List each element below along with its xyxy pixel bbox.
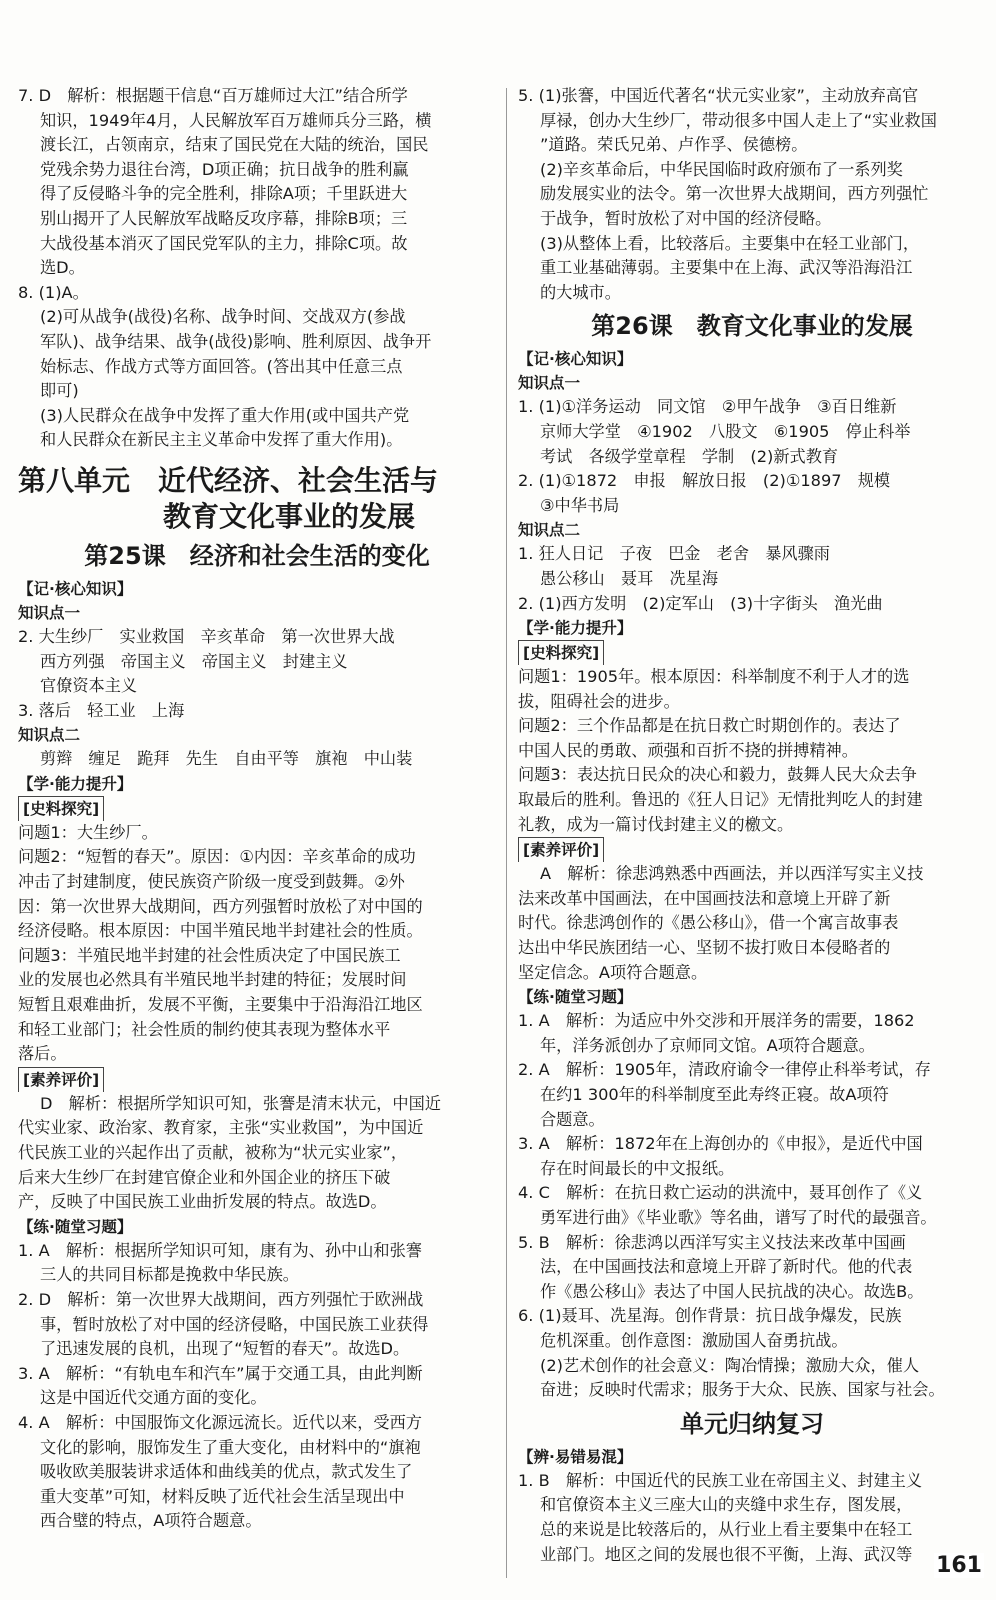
evaluation-line: A 解析：徐悲鸿熟悉中西画法，并以西洋写实主义技 [540, 864, 924, 884]
inquiry-line: 和轻工业部门；社会性质的制约使其表现为整体水平 [18, 1019, 391, 1039]
knowledge-line: 1. 狂人日记 子夜 巴金 老舍 暴风骤雨 [518, 544, 830, 564]
evaluation-line: D 解析：根据所学知识可知，张謇是清末状元，中国近 [40, 1093, 441, 1113]
practice-line: 勇军进行曲》《毕业歌》等名曲，谱写了时代的最强音。 [540, 1207, 937, 1227]
review-line: 业部门。地区之间的发展也很不平衡，上海、武汉等 [540, 1544, 913, 1564]
inquiry-line: 冲击了封建制度，使民族资产阶级一度受到鼓舞。②外 [18, 872, 405, 892]
answer-line: 的大城市。 [540, 282, 621, 302]
practice-line: 这是中国近代交通方面的变化。 [40, 1388, 267, 1408]
answer-line: (3)人民群众在战争中发挥了重大作用(或中国共产党 [40, 405, 410, 425]
answer-line: 7. D 解析：根据题干信息“百万雄师过大江”结合所学 [18, 86, 408, 105]
subsection-heading: [史料探究] [518, 640, 604, 665]
practice-line: 3. A 解析：1872年在上海创办的《申报》，是近代中国 [518, 1134, 923, 1154]
answer-line: 渡长江，占领南京，结束了国民党在大陆的统治，国民 [40, 135, 429, 155]
knowledge-point-heading: 知识点二 [18, 726, 81, 745]
practice-line: 法，在中国画技法和意境上开辟了新时代。他的代表 [540, 1257, 913, 1277]
knowledge-line: 考试 各级学堂章程 学制 (2)新式教育 [540, 446, 839, 466]
practice-line: 2. D 解析：第一次世界大战期间，西方列强忙于欧洲战 [18, 1289, 424, 1309]
section-heading: 【记·核心知识】 [518, 350, 633, 369]
answer-line: 选D。 [40, 258, 85, 278]
knowledge-line: 1. (1)①洋务运动 同文馆 ②甲午战争 ③百日维新 [518, 397, 897, 417]
practice-line: 了迅速发展的良机，出现了“短暂的春天”。故选D。 [40, 1339, 410, 1359]
evaluation-line: 代民族工业的兴起作出了贡献，被称为“状元实业家”， [18, 1143, 408, 1162]
column-divider [506, 88, 507, 1578]
answer-line: 和人民群众在新民主主义革命中发挥了重大作用)。 [40, 430, 403, 450]
answer-line: 于战争，暂时放松了对中国的经济侵略。 [540, 208, 832, 228]
knowledge-line: 2. (1)西方发明 (2)定军山 (3)十字街头 渔光曲 [518, 593, 883, 613]
evaluation-line: 坚定信念。A项符合题意。 [518, 962, 708, 982]
knowledge-line: ③中华书局 [540, 495, 620, 515]
inquiry-line: 中国人民的勇敢、顽强和百折不挠的拼搏精神。 [518, 740, 858, 760]
knowledge-point-heading: 知识点一 [518, 374, 581, 393]
subsection-heading: [史料探究] [18, 796, 104, 821]
knowledge-line: 剪辫 缠足 跪拜 先生 自由平等 旗袍 中山装 [40, 749, 413, 769]
practice-line: 年，洋务派创办了京师同文馆。A项符合题意。 [540, 1035, 875, 1055]
practice-line: 奋进；反映时代需求；服务于大众、民族、国家与社会。 [540, 1380, 945, 1400]
answer-line: ”道路。荣氏兄弟、卢作孚、侯德榜。 [540, 135, 808, 155]
review-line: 和官僚资本主义三座大山的夹缝中求生存，图发展， [540, 1495, 913, 1515]
answer-line: 厚禄，创办大生纱厂，带动很多中国人走上了“实业救国 [540, 110, 937, 130]
knowledge-line: 3. 落后 轻工业 上海 [18, 700, 185, 720]
evaluation-line: 后来大生纱厂在封建官僚企业和外国企业的挤压下破 [18, 1167, 391, 1187]
practice-line: 存在时间最长的中文报纸。 [540, 1158, 735, 1178]
answer-line: 大战役基本消灭了国民党军队的主力，排除C项。故 [40, 233, 408, 253]
inquiry-line: 问题1：1905年。根本原因：科举制度不利于人才的选 [518, 667, 910, 687]
review-title: 单元归纳复习 [680, 1409, 824, 1438]
inquiry-line: 短暂且艰难曲折，发展不平衡，主要集中于沿海沿江地区 [18, 995, 423, 1015]
practice-line: 6. (1)聂耳、冼星海。创作背景：抗日战争爆发，民族 [518, 1306, 902, 1326]
practice-line: 作《愚公移山》表达了中国人民抗战的决心。故选B。 [540, 1281, 924, 1301]
section-heading: 【辨·易错易混】 [518, 1447, 633, 1466]
inquiry-line: 问题3：表达抗日民众的决心和毅力，鼓舞人民大众去争 [518, 765, 917, 785]
knowledge-line: 2. 大生纱厂 实业救国 辛亥革命 第一次世界大战 [18, 626, 395, 646]
practice-line: 西合璧的特点，A项符合题意。 [40, 1511, 262, 1531]
evaluation-line: 代实业家、政治家、教育家，主张“实业救国”，为中国近 [18, 1118, 424, 1138]
answer-line: 得了反侵略斗争的完全胜利，排除A项；千里跃进大 [40, 184, 408, 204]
inquiry-line: 礼教，成为一篇讨伐封建主义的檄文。 [518, 814, 794, 834]
left-column [18, 84, 496, 1534]
answer-line: 始标志、作战方式等方面回答。(答出其中任意三点 [40, 356, 403, 376]
unit-title: 第八单元 近代经济、社会生活与 [18, 463, 439, 497]
unit-title-line2: 教育文化事业的发展 [163, 499, 416, 533]
practice-line: (2)艺术创作的社会意义：陶冶情操；激励大众，催人 [540, 1355, 920, 1375]
evaluation-line: 时代。徐悲鸿创作的《愚公移山》，借一个寓言故事表 [518, 913, 899, 933]
inquiry-line: 落后。 [18, 1044, 67, 1064]
evaluation-line: 法来改革中国画法，在中国画技法和意境上开辟了新 [518, 888, 891, 908]
right-column [518, 84, 986, 1567]
practice-line: 5. B 解析：徐悲鸿以西洋写实主义技法来改革中国画 [518, 1232, 906, 1252]
practice-line: 合题意。 [540, 1109, 605, 1129]
answer-line: 8. (1)A。 [18, 282, 89, 302]
practice-line: 重大变革”可知，材料反映了近代社会生活呈现出中 [40, 1486, 405, 1506]
evaluation-line: 产，反映了中国民族工业曲折发展的特点。故选D。 [18, 1192, 387, 1212]
knowledge-line: 2. (1)①1872 申报 解放日报 (2)①1897 规模 [518, 471, 891, 491]
practice-line: 1. A 解析：根据所学知识可知，康有为、孙中山和张謇 [18, 1240, 422, 1260]
knowledge-point-heading: 知识点二 [518, 521, 581, 540]
knowledge-line: 京师大学堂 ④1902 八股文 ⑥1905 停止科举 [540, 421, 911, 441]
answer-line: 励发展实业的法令。第一次世界大战期间，西方列强忙 [540, 184, 929, 204]
practice-line: 1. A 解析：为适应中外交涉和开展洋务的需要，1862 [518, 1011, 915, 1031]
practice-line: 文化的影响，服饰发生了重大变化，由材料中的“旗袍 [40, 1437, 421, 1457]
subsection-heading: [素养评价] [518, 837, 604, 862]
knowledge-line: 西方列强 帝国主义 帝国主义 封建主义 [40, 651, 348, 671]
review-line: 1. B 解析：中国近代的民族工业在帝国主义、封建主义 [518, 1470, 923, 1490]
inquiry-line: 取最后的胜利。鲁迅的《狂人日记》无情批判吃人的封建 [518, 790, 923, 810]
section-heading: 【学·能力提升】 [18, 774, 133, 793]
answer-line: 军队)、战争结果、战争(战役)影响、胜利原因、战争开 [40, 331, 432, 351]
inquiry-line: 因：第一次世界大战期间，西方列强暂时放松了对中国的 [18, 896, 423, 916]
inquiry-line: 问题1：大生纱厂。 [18, 822, 158, 842]
practice-line: 危机深重。创作意图：激励国人奋勇抗战。 [540, 1330, 848, 1350]
answer-line: 5. (1)张謇，中国近代著名“状元实业家”，主动放弃高官 [518, 86, 919, 105]
answer-line: 知识，1949年4月，人民解放军百万雄师兵分三路，横 [40, 110, 432, 130]
evaluation-line: 达出中华民族团结一心、坚韧不拔打败日本侵略者的 [518, 938, 891, 958]
section-heading: 【记·核心知识】 [18, 579, 133, 598]
knowledge-point-heading: 知识点一 [18, 603, 81, 622]
section-heading: 【练·随堂习题】 [18, 1217, 133, 1236]
page-number: 161 [936, 1553, 982, 1578]
section-heading: 【学·能力提升】 [518, 619, 633, 638]
answer-line: 党残余势力退往台湾，D项正确；抗日战争的胜利赢 [40, 159, 409, 179]
inquiry-line: 拔，阻碍社会的进步。 [518, 691, 680, 711]
answer-line: 即可) [40, 381, 79, 401]
lesson-title: 第26课 教育文化事业的发展 [591, 312, 913, 341]
answer-line: (2)辛亥革命后，中华民国临时政府颁布了一系列奖 [540, 159, 903, 179]
practice-line: 2. A 解析：1905年，清政府谕令一律停止科举考试，存 [518, 1060, 931, 1080]
inquiry-line: 问题3：半殖民地半封建的社会性质决定了中国民族工 [18, 945, 401, 965]
answer-line: (2)可从战争(战役)名称、战争时间、交战双方(参战 [40, 307, 406, 327]
inquiry-line: 问题2：“短暂的春天”。原因：①内因：辛亥革命的成功 [18, 847, 416, 867]
practice-line: 4. C 解析：在抗日救亡运动的洪流中，聂耳创作了《义 [518, 1183, 923, 1203]
section-heading: 【练·随堂习题】 [518, 988, 633, 1007]
inquiry-line: 业的发展也必然具有半殖民地半封建的特征；发展时间 [18, 970, 407, 990]
answer-line: (3)从整体上看，比较落后。主要集中在轻工业部门， [540, 233, 920, 253]
answer-line: 别山揭开了人民解放军战略反攻序幕，排除B项；三 [40, 208, 408, 228]
practice-line: 吸收欧美服装讲求适体和曲线美的优点，款式发生了 [40, 1462, 413, 1482]
practice-line: 3. A 解析：“有轨电车和汽车”属于交通工具，由此判断 [18, 1363, 423, 1383]
practice-line: 三人的共同目标都是挽救中华民族。 [40, 1265, 299, 1285]
answer-line: 重工业基础薄弱。主要集中在上海、武汉等沿海沿江 [540, 258, 913, 278]
lesson-title: 第25课 经济和社会生活的变化 [84, 541, 430, 570]
inquiry-line: 经济侵略。根本原因：中国半殖民地半封建社会的性质。 [18, 921, 423, 941]
inquiry-line: 问题2：三个作品都是在抗日救亡时期创作的。表达了 [518, 716, 901, 736]
practice-line: 事，暂时放松了对中国的经济侵略，中国民族工业获得 [40, 1314, 429, 1334]
practice-line: 4. A 解析：中国服饰文化源远流长。近代以来，受西方 [18, 1412, 422, 1432]
review-line: 总的来说是比较落后的，从行业上看主要集中在轻工 [540, 1519, 913, 1539]
knowledge-line: 官僚资本主义 [40, 676, 138, 696]
knowledge-line: 愚公移山 聂耳 冼星海 [540, 568, 719, 588]
practice-line: 在约1 300年的科举制度至此寿终正寝。故A项符 [540, 1085, 889, 1104]
subsection-heading: [素养评价] [18, 1067, 104, 1092]
